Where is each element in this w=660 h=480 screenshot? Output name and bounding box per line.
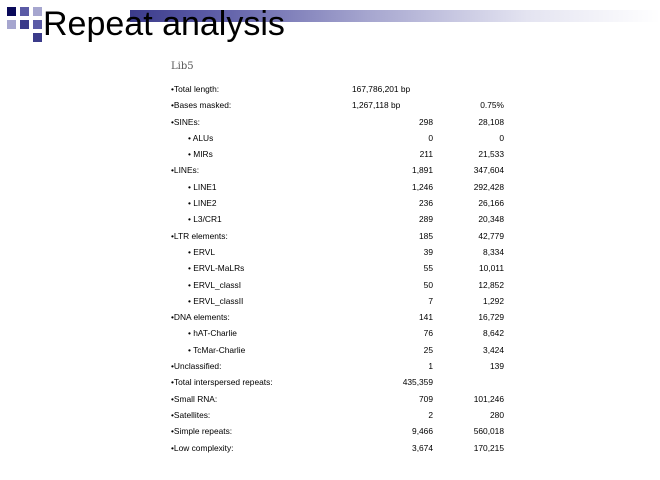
table-row	[171, 195, 516, 211]
row-count: 185	[419, 230, 433, 241]
table-row	[171, 293, 516, 309]
row-bp: 101,246	[473, 393, 504, 404]
decor-square-icon	[20, 7, 29, 16]
table-row	[171, 146, 516, 162]
row-bp: 292,428	[473, 181, 504, 192]
row-label: • ERVL_classII	[188, 295, 244, 306]
row-label: • L3/CR1	[188, 214, 222, 225]
row-label: •Simple repeats:	[171, 426, 233, 437]
row-label: • LINE1	[188, 181, 217, 192]
table-row	[171, 440, 516, 456]
row-bp: 347,604	[473, 165, 504, 176]
table-row	[171, 244, 516, 260]
row-bp: 10,011	[479, 263, 504, 274]
table-row	[171, 228, 516, 244]
table-row	[171, 325, 516, 341]
table-row	[171, 423, 516, 439]
decor-square-icon	[7, 20, 16, 29]
row-label: •LINEs:	[171, 165, 200, 176]
row-label: •Bases masked:	[171, 100, 232, 111]
decor-square-icon	[33, 33, 42, 42]
row-count: 709	[419, 393, 433, 404]
row-label: • LINE2	[188, 198, 217, 209]
row-count: 25	[423, 344, 433, 355]
table-row	[171, 162, 516, 178]
row-label: •Satellites:	[171, 409, 211, 420]
repeat-table	[171, 81, 516, 456]
table-row	[171, 342, 516, 358]
row-label: • ERVL	[188, 246, 215, 257]
row-bp: 280	[490, 409, 504, 420]
row-bp: 8,642	[483, 328, 504, 339]
row-count: 1	[428, 361, 433, 372]
row-count: 2	[428, 409, 433, 420]
row-count: 1,246	[412, 181, 433, 192]
table-row	[171, 309, 516, 325]
slide-header	[0, 0, 660, 43]
row-count: 3,674	[412, 442, 433, 453]
row-count: 298	[419, 116, 433, 127]
row-bp: 21,533	[478, 149, 504, 160]
row-count: 55	[423, 263, 433, 274]
table-row	[171, 179, 516, 195]
table-row	[171, 374, 516, 390]
table-row	[171, 130, 516, 146]
row-label: •SINEs:	[171, 116, 200, 127]
row-label: •LTR elements:	[171, 230, 228, 241]
table-row	[171, 211, 516, 227]
row-count: 236	[419, 198, 433, 209]
row-bp: 560,018	[473, 426, 504, 437]
table-row	[171, 260, 516, 276]
row-label: • ALUs	[188, 132, 214, 143]
row-total: 1,267,118 bp	[352, 100, 401, 111]
row-count: 1,891	[412, 165, 433, 176]
row-label: •DNA elements:	[171, 312, 230, 323]
row-label: • hAT-Charlie	[188, 328, 237, 339]
row-bp: 139	[490, 361, 504, 372]
row-bp: 42,779	[478, 230, 504, 241]
row-bp: 16,729	[478, 312, 504, 323]
row-count: 435,359	[402, 377, 433, 388]
row-bp: 20,348	[478, 214, 504, 225]
row-label: • TcMar-Charlie	[188, 344, 246, 355]
row-label: •Small RNA:	[171, 393, 218, 404]
row-bp: 0	[499, 132, 504, 143]
decor-square-icon	[20, 20, 29, 29]
table-row	[171, 358, 516, 374]
row-label: •Unclassified:	[171, 361, 222, 372]
row-count: 0	[428, 132, 433, 143]
library-label: Lib5	[171, 61, 194, 72]
row-count: 211	[419, 149, 433, 160]
row-count: 289	[419, 214, 433, 225]
row-bp: 170,215	[473, 442, 504, 453]
row-label: •Total length:	[171, 84, 220, 94]
page-title: Repeat analysis	[43, 5, 285, 43]
decor-square-icon	[33, 7, 42, 16]
table-row	[171, 407, 516, 423]
table-row	[171, 81, 516, 97]
row-bp: 3,424	[483, 344, 504, 355]
row-label: • MIRs	[188, 149, 213, 160]
row-count: 76	[423, 328, 433, 339]
row-label: • ERVL_classI	[188, 279, 242, 290]
table-row	[171, 114, 516, 130]
row-bp: 0.75%	[480, 100, 504, 111]
row-bp: 8,334	[483, 246, 504, 257]
table-row	[171, 391, 516, 407]
table-row	[171, 97, 516, 113]
row-label: •Total interspersed repeats:	[171, 377, 273, 388]
row-count: 7	[428, 295, 433, 306]
row-bp: 28,108	[478, 116, 504, 127]
row-label: •Low complexity:	[171, 442, 234, 453]
row-count: 141	[419, 312, 433, 323]
row-count: 9,466	[412, 426, 433, 437]
row-total: 167,786,201 bp	[352, 84, 411, 94]
row-label: • ERVL-MaLRs	[188, 263, 245, 274]
row-bp: 26,166	[478, 198, 504, 209]
row-count: 50	[423, 279, 433, 290]
row-count: 39	[423, 246, 433, 257]
row-bp: 12,852	[478, 279, 504, 290]
table-row	[171, 277, 516, 293]
decor-square-icon	[7, 7, 16, 16]
row-bp: 1,292	[483, 295, 504, 306]
decor-square-icon	[33, 20, 42, 29]
